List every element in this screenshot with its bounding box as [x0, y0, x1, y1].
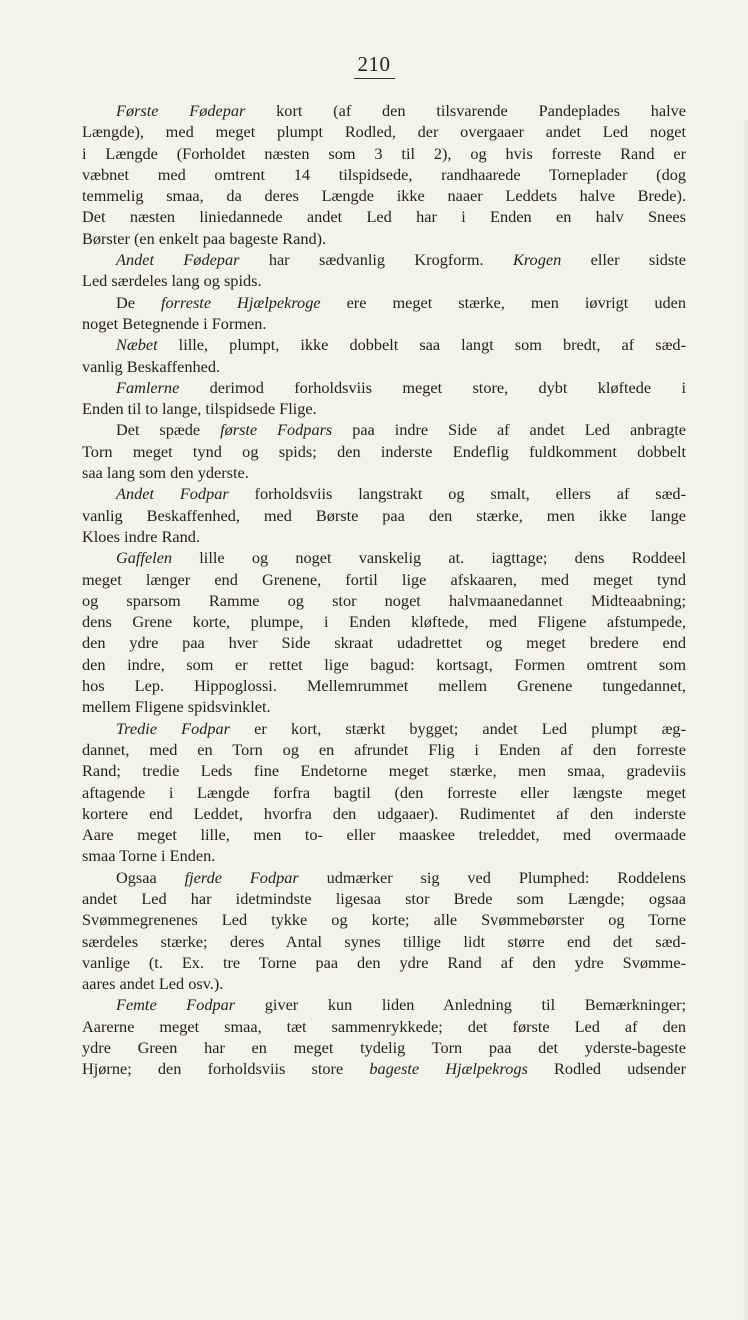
text-run: dannet, med en Torn og en afrundet Flig i Enden af den forreste: [82, 739, 686, 759]
text-line: [82, 313, 686, 334]
text-run: Hjørne; den forholdsviis store: [82, 1059, 370, 1079]
text-run: vanlig Beskaffenhed, med Børste paa den stærke, men ikke lange: [82, 505, 686, 525]
text-line: [82, 845, 686, 866]
text-run: Svømmegrenenes Led tykke og korte; alle Svømmebørster og Torne: [82, 910, 686, 930]
text-run: er kort, stærkt bygget; andet Led plumpt æg-: [230, 718, 686, 738]
text-line: [82, 696, 686, 717]
text-run: aares andet Led osv.).: [82, 974, 224, 994]
italic-term: forreste Hjælpekroge: [161, 292, 321, 312]
italic-term: Famlerne: [116, 377, 180, 397]
text-run: Aare meget lille, men to- eller maaskee treleddet, med overmaade: [82, 825, 686, 845]
text-line: [82, 185, 686, 206]
text-run: andet Led har idetmindste ligesaa stor Brede som Længde; ogsaa: [82, 888, 686, 908]
italic-term: Næbet: [116, 335, 158, 355]
text-run: ere meget stærke, men iøvrigt uden: [320, 292, 686, 312]
text-run: Børster (en enkelt paa bageste Rand).: [82, 228, 327, 248]
text-run: meget længer end Grenene, fortil lige afskaaren, med meget tynd: [82, 569, 686, 589]
text-run: vanlige (t. Ex. tre Torne paa den ydre Rand af den ydre Svømme-: [82, 952, 686, 972]
italic-term: Tredie Fodpar: [116, 718, 231, 738]
text-line: [82, 760, 686, 781]
text-line: [82, 675, 686, 696]
text-line: [82, 994, 686, 1015]
text-run: De: [116, 292, 161, 312]
text-line: [82, 228, 686, 249]
italic-term: Andet Fodpar: [116, 484, 229, 504]
text-line: [82, 803, 686, 824]
text-run: temmelig smaa, da deres Længde ikke naaer Leddets halve Brede).: [82, 186, 686, 206]
page-number: [0, 52, 748, 79]
text-run: Torn meget tynd og spids; den inderste Endeflig fuldkomment dobbelt: [82, 441, 686, 461]
text-run: lille og noget vanskelig at. iagttage; dens Roddeel: [172, 548, 686, 568]
text-line: [82, 632, 686, 653]
text-run: lille, plumpt, ikke dobbelt saa langt som bredt, af sæd-: [157, 335, 686, 355]
text-run: den indre, som er rettet lige bagud: kortsagt, Formen omtrent som: [82, 654, 686, 674]
text-line: [82, 441, 686, 462]
text-line: [82, 931, 686, 952]
text-run: udmærker sig ved Plumphed: Roddelens: [298, 867, 687, 887]
text-line: [82, 973, 686, 994]
text-line: [82, 952, 686, 973]
text-line: [82, 419, 686, 440]
text-run: mellem Fligene spidsvinklet.: [82, 697, 271, 717]
italic-term: Krogen: [512, 250, 562, 270]
text-run: Rand; tredie Leds fine Endetorne meget stærke, men smaa, gradeviis: [82, 761, 686, 781]
text-line: [82, 206, 686, 227]
italic-term: fjerde Fodpar: [184, 867, 299, 887]
text-run: særdeles stærke; deres Antal synes tillige lidt større end det sæd-: [82, 931, 686, 951]
text-run: Kloes indre Rand.: [82, 526, 201, 546]
text-line: [82, 611, 686, 632]
text-line: [82, 356, 686, 377]
text-line: [82, 483, 686, 504]
text-run: saa lang som den yderste.: [82, 463, 249, 483]
text-line: [82, 569, 686, 590]
text-line: [82, 143, 686, 164]
text-line: [82, 1037, 686, 1058]
text-run: derimod forholdsviis meget store, dybt kløftede i: [179, 377, 686, 397]
text-run: Ogsaa: [116, 867, 185, 887]
text-run: kort (af den tilsvarende Pandeplades halve: [245, 101, 686, 120]
text-line: [82, 888, 686, 909]
text-run: og sparsom Ramme og stor noget halvmaanedannet Midteaabning;: [82, 590, 686, 610]
text-line: [82, 1058, 686, 1079]
text-run: Længde), med meget plumpt Rodled, der overgaaer andet Led noget: [82, 122, 686, 142]
text-line: [82, 824, 686, 845]
text-run: Det spæde: [116, 420, 221, 440]
text-run: eller sidste: [561, 250, 686, 270]
text-run: kortere end Leddet, hvorfra den udgaaer). Rudimentet af den inderste: [82, 803, 686, 823]
text-run: smaa Torne i Enden.: [82, 846, 216, 866]
text-line: [82, 867, 686, 888]
italic-term: Andet Fødepar: [116, 250, 240, 270]
italic-term: Femte Fodpar: [116, 995, 236, 1015]
text-line: [82, 547, 686, 568]
text-run: forholdsviis langstrakt og smalt, ellers af sæd-: [228, 484, 686, 504]
text-run: Rodled udsender: [527, 1059, 686, 1079]
text-run: hos Lep. Hippoglossi. Mellemrummet mellem Grenene tungedannet,: [82, 676, 686, 696]
italic-term: Første Fødepar: [116, 101, 246, 120]
text-line: [82, 718, 686, 739]
text-line: [82, 100, 686, 121]
text-run: Enden til to lange, tilspidsede Flige.: [82, 399, 317, 419]
text-run: Aarerne meget smaa, tæt sammenrykkede; det første Led af den: [82, 1016, 686, 1036]
text-line: [82, 654, 686, 675]
text-run: noget Betegnende i Formen.: [82, 313, 267, 333]
text-line: [82, 398, 686, 419]
text-run: giver kun liden Anledning til Bemærkninger;: [235, 995, 687, 1015]
text-line: [82, 249, 686, 270]
text-run: væbnet med omtrent 14 tilspidsede, randhaarede Torneplader (dog: [82, 164, 686, 184]
text-line: [82, 739, 686, 760]
text-line: [82, 121, 686, 142]
text-run: den ydre paa hver Side skraat udadrettet og meget bredere end: [82, 633, 686, 653]
text-run: aftagende i Længde forfra bagtil (den forreste eller længste meget: [82, 782, 686, 802]
text-run: har sædvanlig Krogform.: [239, 250, 513, 270]
text-line: [82, 164, 686, 185]
text-line: [82, 292, 686, 313]
text-line: [82, 334, 686, 355]
text-run: Det næsten liniedannede andet Led har i Enden en halv Snees: [82, 207, 686, 227]
text-run: paa indre Side af andet Led anbragte: [332, 420, 686, 440]
italic-term: første Fodpars: [220, 420, 333, 440]
page-edge-shadow: [742, 120, 748, 1320]
text-line: [82, 526, 686, 547]
text-line: [82, 1016, 686, 1037]
body-text: [82, 100, 686, 1080]
italic-term: Gaffelen: [116, 548, 173, 568]
text-line: [82, 782, 686, 803]
text-line: [82, 462, 686, 483]
text-line: [82, 377, 686, 398]
text-line: [82, 505, 686, 526]
text-run: i Længde (Forholdet næsten som 3 til 2), og hvis forreste Rand er: [82, 143, 686, 163]
text-run: vanlig Beskaffenhed.: [82, 356, 221, 376]
italic-term: bageste Hjælpekrogs: [369, 1059, 528, 1079]
text-line: [82, 909, 686, 930]
text-run: dens Grene korte, plumpe, i Enden kløftede, med Fligene afstumpede,: [82, 612, 686, 632]
text-line: [82, 270, 686, 291]
page-number-value: 210: [354, 52, 395, 79]
text-run: ydre Green har en meget tydelig Torn paa det yderste-bageste: [82, 1038, 686, 1058]
text-line: [82, 590, 686, 611]
text-run: Led særdeles lang og spids.: [82, 271, 262, 291]
